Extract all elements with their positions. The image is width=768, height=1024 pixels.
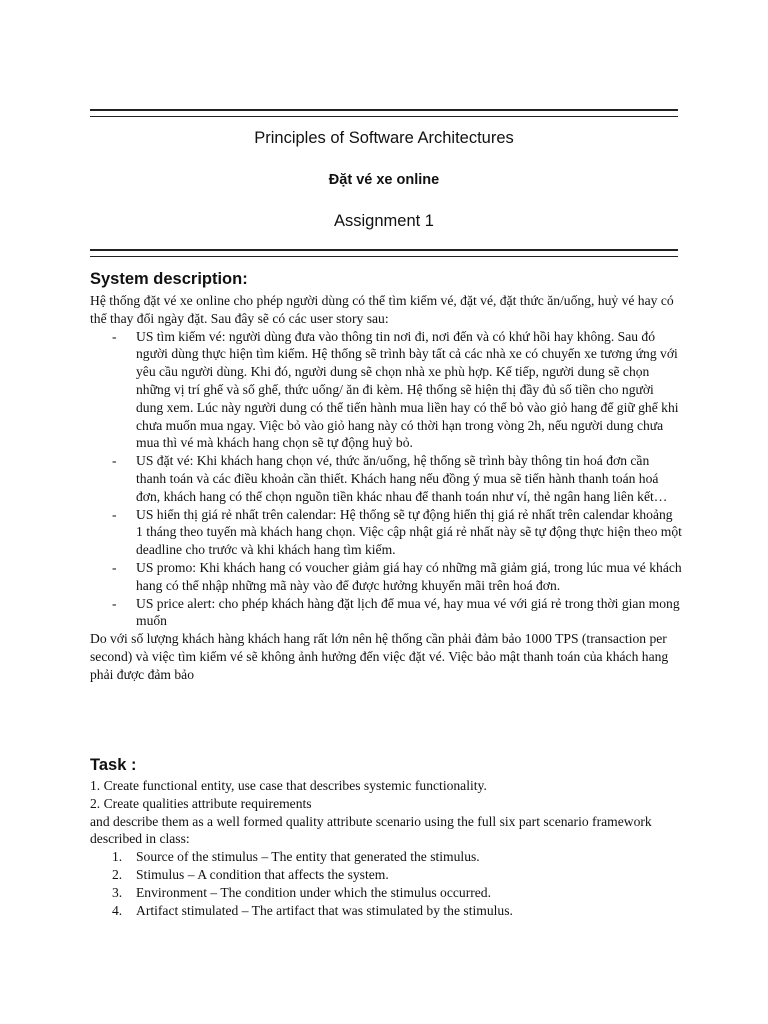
- user-story-booking: - US đặt vé: Khi khách hang chọn vé, thức ăn/uống, hệ thống sẽ trình bày thông tin hoá đơn cần thanh toán và các điều khoản cần thiết. Khách hang nếu đồng ý mua sẽ tiến hành thanh toán hoá đơn, khách hang có thể chọn nguồn tiền khác nhau để thanh toán như ví, thẻ ngân hang liên kết…: [90, 452, 682, 505]
- scenario-part: 3. Environment – The condition under which the stimulus occurred.: [112, 884, 491, 900]
- assignment-title: Assignment 1: [334, 212, 434, 230]
- project-title: Đặt vé xe online: [328, 172, 440, 188]
- task-heading: Task :: [90, 756, 137, 774]
- task-line-3: and describe them as a well formed quality attribute scenario using the full six part scenario framework described in class:: [90, 813, 652, 847]
- user-story-calendar: - US hiển thị giá rẻ nhất trên calendar: Hệ thống sẽ tự động hiển thị giá rẻ nhất trên calendar khoảng 1 tháng theo tuyến mà khách hang chọn. Việc cập nhật giá rẻ nhất này sẽ tự động thực hiện theo một deadline cho trước và khi khách hang tìm kiếm.: [90, 506, 682, 559]
- user-story-price-alert: - US price alert: cho phép khách hàng đặt lịch để mua vé, hay mua vé với giá rẻ trong thời gian mong muốn: [90, 595, 682, 631]
- scenario-part: 4. Artifact stimulated – The artifact that was stimulated by the stimulus.: [112, 902, 513, 918]
- user-story-promo: - US promo: Khi khách hang có voucher giảm giá hay có những mã giảm giá, trong lúc mua vé khách hang có thể nhập những mã này vào để được hưởng khuyến mãi trên hoá đơn.: [90, 559, 682, 595]
- system-description-heading: System description:: [90, 270, 248, 288]
- task-line-2: 2. Create qualities attribute requirements: [90, 795, 312, 811]
- scenario-part: 1. Source of the stimulus – The entity that generated the stimulus.: [112, 849, 480, 865]
- top-divider: [90, 109, 678, 117]
- scenario-part-list: [90, 848, 682, 919]
- bottom-divider: [90, 249, 678, 257]
- task-line-1: 1. Create functional entity, use case that describes systemic functionality.: [90, 778, 487, 793]
- course-title: Principles of Software Architectures: [254, 129, 514, 147]
- system-intro: Hệ thống đặt vé xe online cho phép người dùng có thể tìm kiếm vé, đặt vé, đặt thức ăn/uống, huỷ vé hay có thể thay đổi ngày đặt. Sau đây sẽ có các user story sau:: [90, 293, 674, 326]
- user-story-search: - US tìm kiếm vé: người dùng đưa vào thông tin nơi đi, nơi đến và có khứ hồi hay không. Sau đó người dùng thực hiện tìm kiếm. Hệ thống sẽ trình bày tất cả các nhà xe có chuyến xe tương ứng với yêu cầu người dùng. Khi đó, người dung sẽ chọn nhà xe phù hợp. Kế tiếp, người dung sẽ chọn những vị trí ghế và số ghế, thức uống/ ăn đi kèm. Hệ thống sẽ hiện thị đầy đủ số tiền cho người dung xem. Lúc này người dung có thể tiến hành mua liền hay có thể bỏ vào giỏ hang để giữ ghế khi chưa muốn mua ngay. Việc bỏ vào giỏ hang này có thời hạn trong vòng 2h, nếu người dung chưa mua thì vé mà khách hang chọn sẽ tự động huỷ bỏ.: [90, 328, 682, 453]
- scenario-part: 2. Stimulus – A condition that affects the system.: [112, 866, 389, 882]
- task-body: [90, 777, 682, 919]
- user-story-list: [90, 328, 682, 631]
- system-description-body: [90, 292, 682, 684]
- system-closing: Do với số lượng khách hàng khách hang rất lớn nên hệ thống cần phải đảm bảo 1000 TPS (transaction per second) và việc tìm kiếm vé sẽ không ảnh hưởng đến việc đặt vé. Việc bảo mật thanh toán của khách hang phải được đảm bảo: [90, 631, 669, 682]
